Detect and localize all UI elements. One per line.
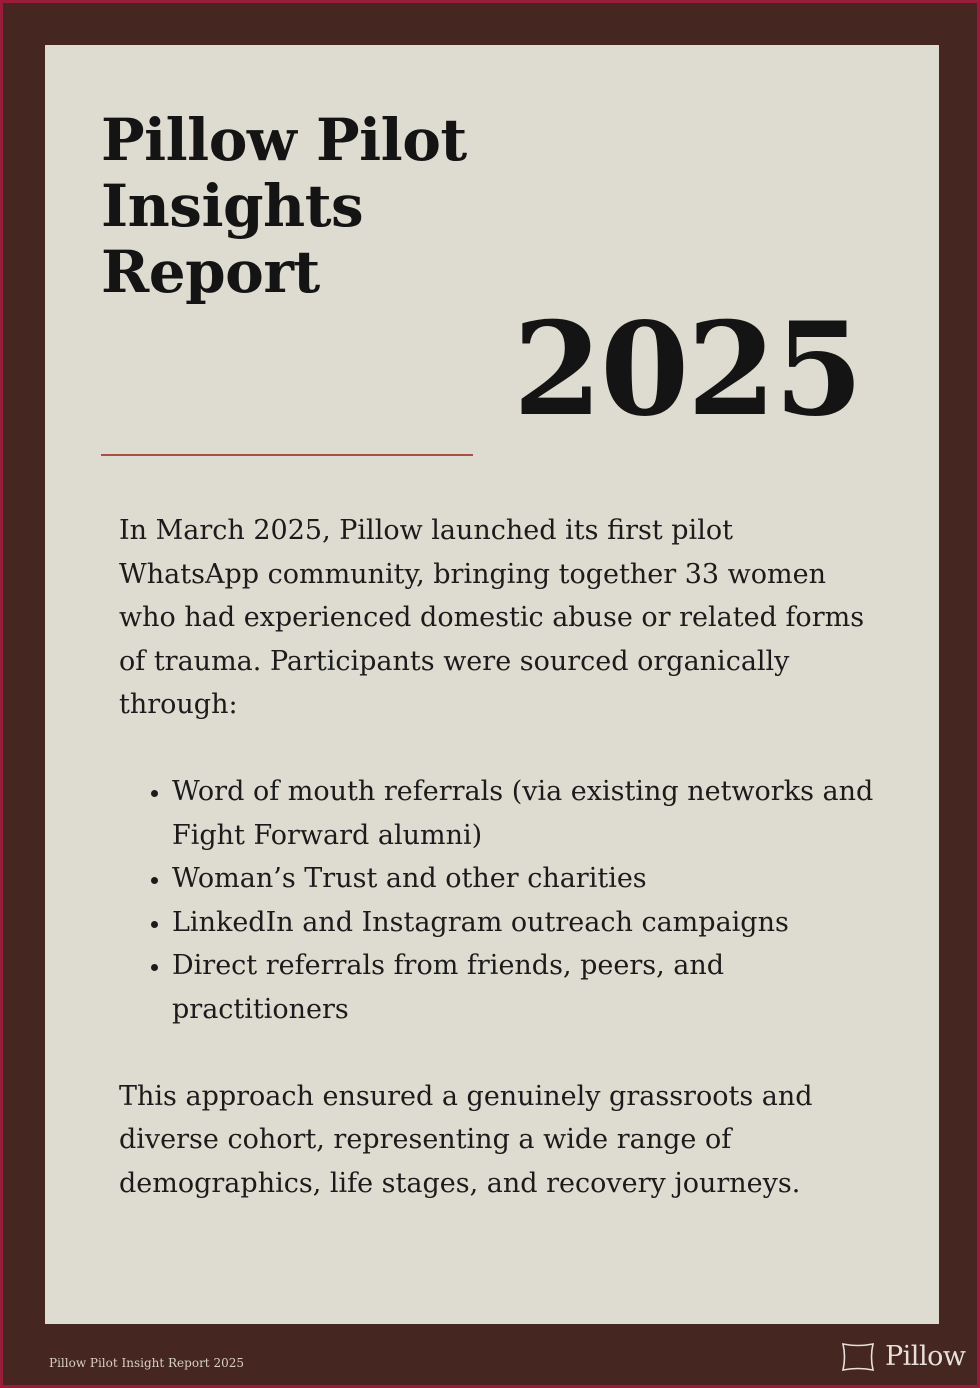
list-item: • Woman’s Trust and other charities [172, 857, 879, 901]
title-line: Insights [101, 172, 364, 240]
title-line: Pillow Pilot [101, 106, 467, 174]
list-item: • LinkedIn and Instagram outreach campaigns [172, 901, 879, 945]
list-item: • Word of mouth referrals (via existing networks and Fight Forward alumni) [172, 770, 879, 857]
pillow-logo-icon [841, 1342, 875, 1372]
report-body [119, 509, 879, 1205]
list-item: • Direct referrals from friends, peers, and practitioners [172, 944, 879, 1031]
report-year: 2025 [513, 295, 862, 445]
footer-label: Pillow Pilot Insight Report 2025 [49, 1356, 244, 1370]
report-card [45, 45, 939, 1324]
intro-paragraph: In March 2025, Pillow launched its first pilot WhatsApp community, bringing together 33 women who had experienced domestic abuse or related forms of trauma. Participants were sourced organically through: [119, 515, 865, 720]
report-title [101, 107, 467, 305]
pillow-logo [841, 1341, 965, 1373]
logo-wordmark: Pillow [885, 1341, 966, 1372]
title-divider [101, 454, 473, 456]
title-line: Report [101, 238, 320, 306]
sources-list [119, 770, 879, 1031]
closing-paragraph: This approach ensured a genuinely grassroots and diverse cohort, representing a wide range of demographics, life stages, and recovery journeys. [119, 1080, 813, 1199]
